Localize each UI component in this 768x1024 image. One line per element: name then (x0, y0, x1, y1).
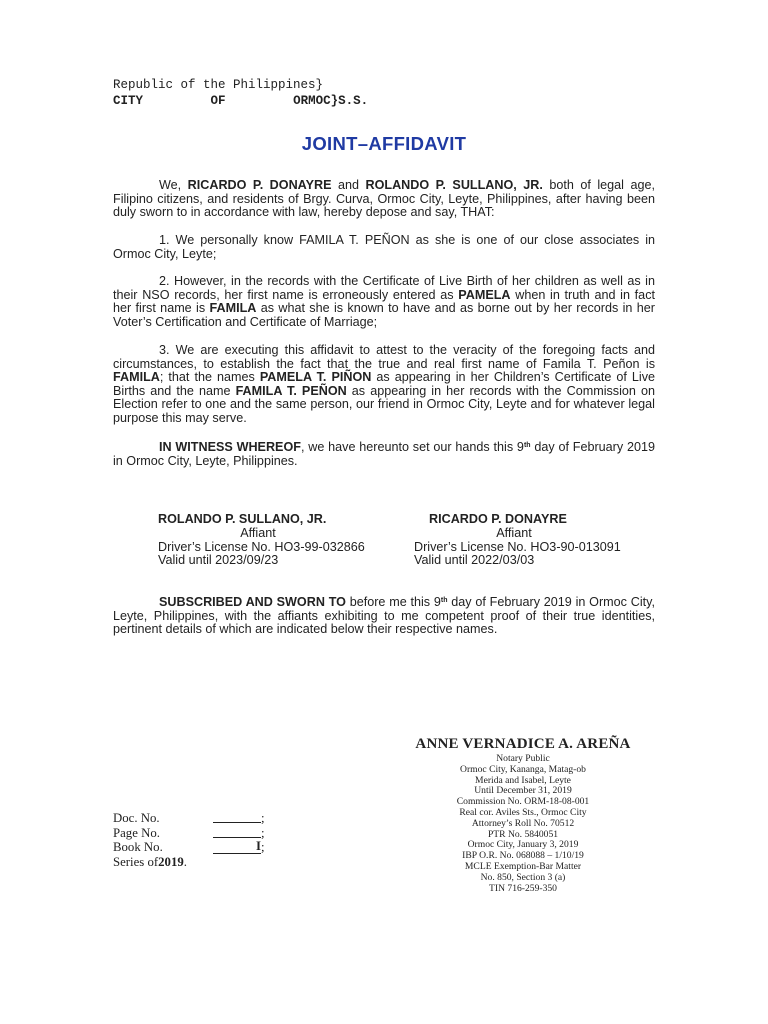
signatory-role: Affiant (240, 525, 276, 540)
intro-paragraph: We, RICARDO P. DONAYRE and ROLANDO P. SULLANO, JR. both of legal age, Filipino citizens, and residents of Brgy. Curva, Ormoc City, Leyte, Philippines, after having been duly sworn to in accordance with law, hereby depose and say, THAT: (113, 178, 655, 220)
notary-detail: Ormoc City, Kananga, Matag-ob (460, 763, 586, 775)
page-number-row: Page No. ; (113, 825, 265, 840)
notary-detail: Notary Public (496, 753, 550, 764)
notary-detail: Merida and Isabel, Leyte (475, 774, 571, 786)
venue-place: ORMOC}S.S. (293, 94, 369, 108)
doc-number-blank (213, 811, 261, 823)
series-row: Series of 2019 . (113, 854, 187, 869)
affiant-name-2: ROLANDO P. SULLANO, JR. (365, 178, 543, 192)
statement-item-1: 1. We personally know FAMILA T. PEÑON as she is one of our close associates in Ormoc City, Leyte; (113, 233, 655, 261)
notary-detail: IBP O.R. No. 068088 – 1/10/19 (462, 850, 584, 862)
affiant-name-1: RICARDO P. DONAYRE (187, 178, 332, 192)
venue-city: CITY (113, 94, 144, 108)
signatory-block-2 (414, 513, 646, 568)
notary-detail: Ormoc City, January 3, 2019 (467, 839, 579, 851)
venue-of: OF (210, 94, 226, 108)
notary-detail: PTR No. 5840051 (487, 828, 559, 840)
notary-detail: Until December 31, 2019 (474, 785, 572, 797)
witness-clause: IN WITNESS WHEREOF, we have hereunto set our hands this 9th day of February 2019 in Ormoc City, Leyte, Philippines. (113, 440, 655, 468)
doc-number-row: Doc. No. ; (113, 811, 265, 825)
notary-detail: Real cor. Aviles Sts., Ormoc City (459, 806, 587, 818)
signatory-block-1 (158, 513, 388, 568)
document-reference (113, 811, 265, 869)
statement-item-2: 2. However, in the records with the Certificate of Live Birth of her children as well as in their NSO records, her first name is erroneously entered as PAMELA when in truth and in fact her first name is FAMILA as what she is known to have and as borne out by her records in her Voter’s Certification and Certificate of Marriage; (113, 274, 655, 329)
signatory-name: ROLANDO P. SULLANO, JR. (158, 512, 327, 526)
series-value: 2019 (158, 854, 184, 869)
notary-block (384, 736, 662, 894)
notary-detail: TIN 716-259-350 (489, 882, 557, 894)
venue-republic-line: Republic of the Philippines} (113, 78, 324, 92)
book-number-row: Book No. I ; (113, 839, 265, 855)
signatory-role: Affiant (496, 525, 532, 540)
notary-detail: No. 850, Section 3 (a) (480, 871, 566, 883)
signatory-name: RICARDO P. DONAYRE (429, 512, 567, 526)
venue-city-line (113, 94, 368, 108)
signatory-valid: Valid until 2023/09/23 (158, 553, 279, 568)
notary-detail: MCLE Exemption-Bar Matter (464, 860, 582, 872)
jurat-paragraph: SUBSCRIBED AND SWORN TO before me this 9th day of February 2019 in Ormoc City, Leyte, Philippines, with the affiants exhibiting to me competent proof of their true identities, pertinent details of which are indicated below their respective names. (113, 595, 655, 637)
notary-detail: Attorney’s Roll No. 70512 (471, 817, 575, 829)
statement-item-3: 3. We are executing this affidavit to attest to the veracity of the foregoing facts and circumstances, to establish the fact that the true and real first name of Famila T. Peñon is FAMILA; that the names PAMELA T. PIÑON as appearing in her Children’s Certificate of Live Births and the name FAMILA T. PEÑON as appearing in her records with the Commission on Election refer to one and the same person, our friend in Ormoc City, Leyte and for whatever legal purpose this may serve. (113, 343, 655, 425)
page-number-blank (213, 826, 261, 838)
signatory-license: Driver’s License No. HO3-99-032866 (158, 539, 365, 554)
signatory-valid: Valid until 2022/03/03 (414, 553, 535, 568)
document-title: JOINT–AFFIDAVIT (301, 133, 467, 154)
book-number-value: I (213, 840, 261, 854)
notary-detail: Commission No. ORM-18-08-001 (456, 796, 590, 808)
signatory-license: Driver’s License No. HO3-90-013091 (414, 539, 621, 554)
notary-name: ANNE VERNADICE A. AREÑA (415, 736, 631, 752)
